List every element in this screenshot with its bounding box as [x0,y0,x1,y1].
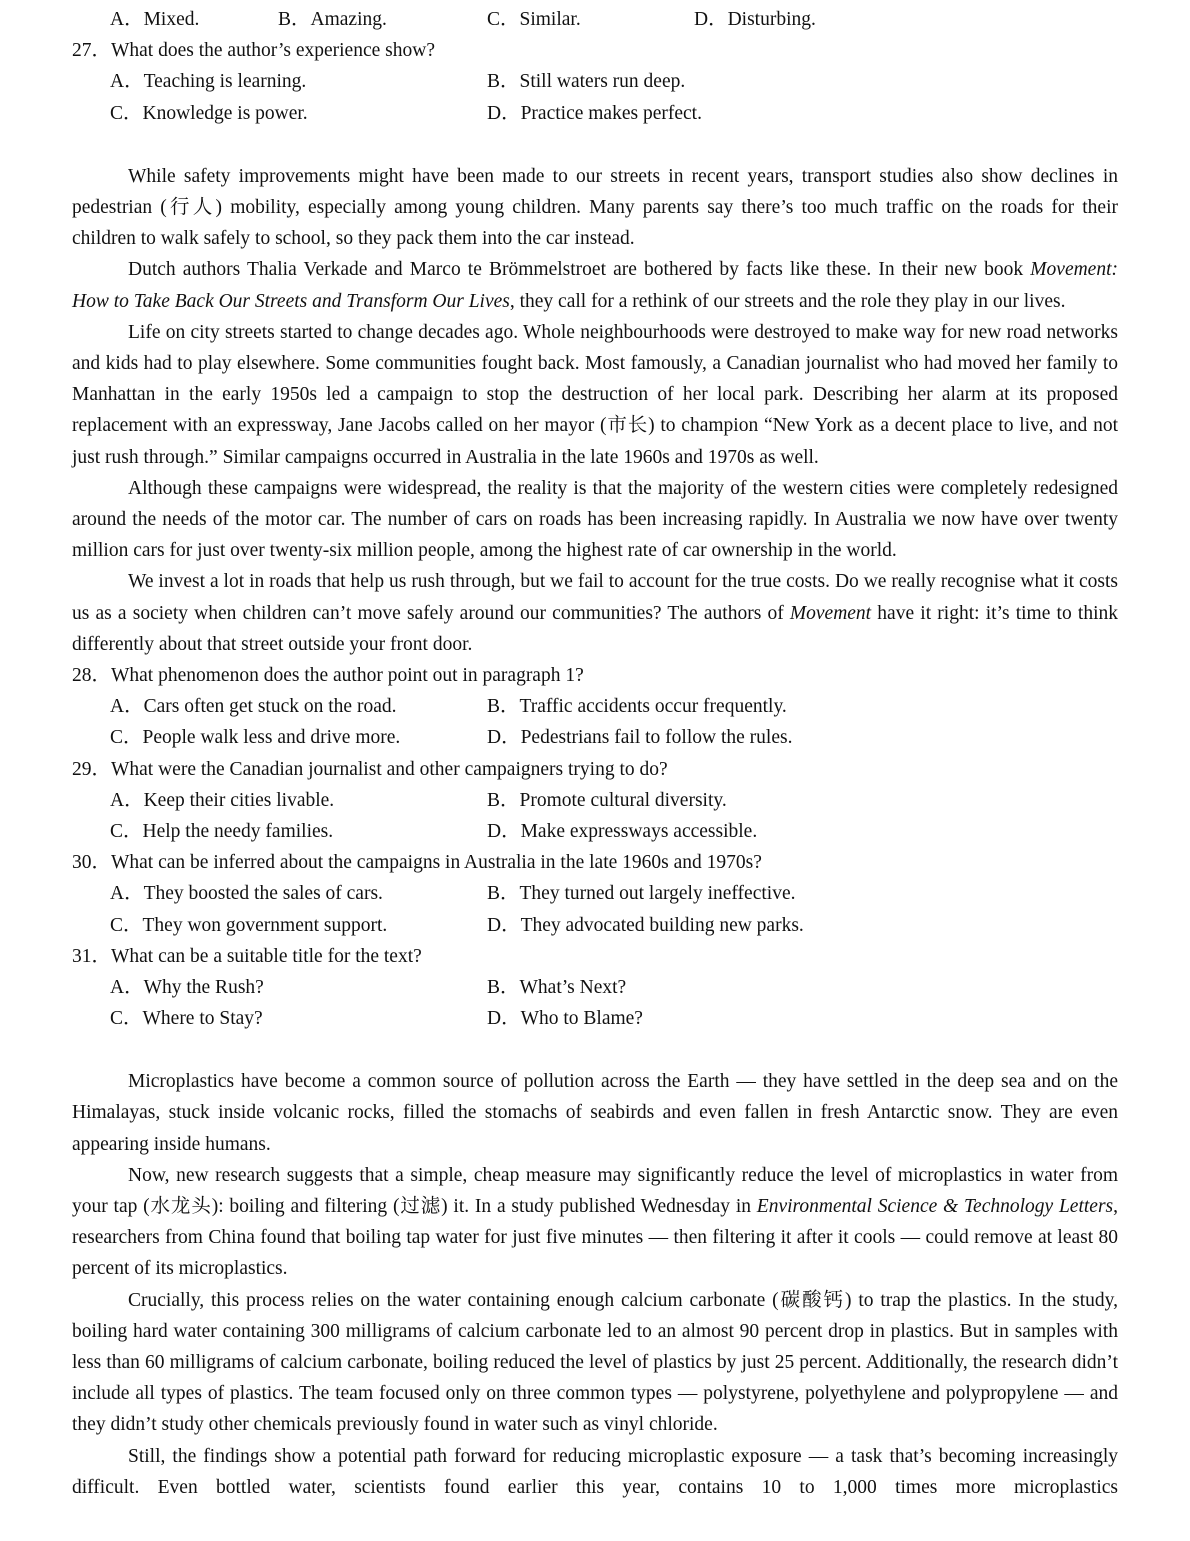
q27-option-c: C．Knowledge is power. [110,102,308,124]
q29-option-c: C．Help the needy families. [110,820,334,842]
q29-options-row1 [72,785,1118,816]
journal-title: Environmental Science & Technology Letters [756,1196,1114,1218]
q26-option-d: D．Disturbing. [694,9,816,30]
q29-option-b: B．Promote cultural diversity. [487,789,727,811]
passage-c-p5-text: We invest a lot in roads that help us rush through, but we fail to account for the true costs. Do we really recognise what it costs us as a society when children can’t move safely around our communities? The authors of [72,571,1118,624]
q26-option-c: C．Similar. [487,9,581,30]
book-title-short: Movement [789,602,872,624]
q26-option-b: B．Amazing. [278,9,387,30]
passage-c [72,161,1118,660]
q30-option-b: B．They turned out largely ineffective. [487,883,796,905]
section-gap [72,1034,1118,1066]
passage-c-paragraph-4: Although these campaigns were widespread, the reality is that the majority of the western cities were completely redesigned around the needs of the motor car. The number of cars on roads has been increasing rapidly. In Australia we now have over twenty million cars for just over twenty-six million people, among the highest rate of car ownership in the world. [72,477,1118,562]
passage-d-paragraph-2 [72,1160,1118,1285]
q31-option-d: D．Who to Blame? [487,1008,643,1030]
q28-option-d: D．Pedestrians fail to follow the rules. [487,727,793,749]
q31-option-a: A．Why the Rush? [110,976,264,998]
q27-stem: 27．What does the author’s experience show? [72,40,435,62]
q28-option-c: C．People walk less and drive more. [110,727,401,749]
passage-c-p5-text-end: have it right: it’s time to think differently about that street outside your front door. [72,602,1118,655]
passage-d-paragraph-4: Still, the findings show a potential path forward for reducing microplastic exposure — a task that’s becoming increasingly difficult. Even bottled water, scientists found earlier this year, contains 10 to 1,000 times more microplastics [72,1445,1118,1498]
q28-options-row1 [72,691,1118,722]
q27-option-a: A．Teaching is learning. [110,71,307,93]
q30-option-c: C．They won government support. [110,914,388,936]
passage-c-p2-text-end: , they call for a rethink of our streets and the role they play in our lives. [509,290,1066,312]
passage-c-p2-text: Dutch authors Thalia Verkade and Marco te Brömmelstroet are bothered by facts like these. In their new book [128,259,1031,281]
passage-c-paragraph-3: Life on city streets started to change decades ago. Whole neighbourhoods were destroyed to make way for new road networks and kids had to play elsewhere. Some communities fought back. Most famously, a Canadian journalist who had moved her family to Manhattan in the early 1950s led a campaign to stop the destruction of her local park. Describing her alarm at its proposed replacement with an expressway, Jane Jacobs called on her mayor (市长) to champion “New York as a decent place to live, and not just rush through.” Similar campaigns occurred in Australia in the late 1960s and 1970s as well. [72,321,1118,468]
book-title: Movement: How to Take Back Our Streets and Transform Our Lives [72,259,1118,312]
q30-option-d: D．They advocated building new parks. [487,914,804,936]
q31-option-b: B．What’s Next? [487,976,627,998]
q30-options-row2 [72,910,1118,941]
q30-stem: 30．What can be inferred about the campaigns in Australia in the late 1960s and 1970s? [72,852,762,874]
q29-stem: 29．What were the Canadian journalist and other campaigners trying to do? [72,758,668,780]
q28-options-row2 [72,722,1118,753]
section-gap [72,129,1118,161]
q27-options-row2 [72,98,1118,129]
q31-option-c: C．Where to Stay? [110,1008,263,1030]
passage-d-paragraph-1: Microplastics have become a common source of pollution across the Earth — they have settled in the deep sea and on the Himalayas, stuck inside volcanic rocks, filled the stomachs of seabirds and even fallen in fresh Antarctic snow. They are even appearing inside humans. [72,1071,1118,1155]
passage-d-paragraph-3: Crucially, this process relies on the water containing enough calcium carbonate (碳酸钙) to trap the plastics. In the study, boiling hard water containing 300 milligrams of calcium carbonate led to an almost 90 percent drop in plastics. But in samples with less than 60 milligrams of calcium carbonate, boiling reduced the level of plastics by just 25 percent. Additionally, the research didn’t include all types of plastics. The team focused only on three common types — polystyrene, polyethylene and polypropylene — and they didn’t study other chemicals previously found in water such as vinyl chloride. [72,1289,1118,1436]
q28-option-a: A．Cars often get stuck on the road. [110,696,397,718]
q31-options-row1 [72,972,1118,1003]
q26-option-a: A．Mixed. [110,9,200,30]
passage-c-paragraph-2 [72,254,1118,316]
passage-d-p2-text-end: , researchers from China found that boiling tap water for just five minutes — then filtering it after it cools — could remove at least 80 percent of its microplastics. [72,1196,1118,1280]
q27-options-row1 [72,66,1118,97]
passage-c-paragraph-5 [72,566,1118,660]
q27-option-b: B．Still waters run deep. [487,71,686,93]
q29-option-d: D．Make expressways accessible. [487,820,758,842]
q31-stem: 31．What can be a suitable title for the text? [72,945,422,967]
passage-d [72,1066,1118,1503]
q29-option-a: A．Keep their cities livable. [110,789,335,811]
q30-option-a: A．They boosted the sales of cars. [110,883,383,905]
q31-options-row2 [72,1003,1118,1034]
passage-d-p2-text: Now, new research suggests that a simple, cheap measure may significantly reduce the level of microplastics in water from your tap (水龙头): boiling and filtering (过滤) it. In a study published Wednesday in [72,1164,1118,1218]
q27-option-d: D．Practice makes perfect. [487,102,702,124]
q29-options-row2 [72,816,1118,847]
q28-stem: 28．What phenomenon does the author point out in paragraph 1? [72,665,584,686]
passage-c-paragraph-1: While safety improvements might have been made to our streets in recent years, transport studies also show declines in pedestrian (行人) mobility, especially among young children. Many parents say there’s too much traffic on the roads for their children to walk safely to school, so they pack them into the car instead. [72,165,1118,250]
q30-options-row1 [72,878,1118,909]
exam-page [72,4,1118,1503]
q28-option-b: B．Traffic accidents occur frequently. [487,696,787,718]
q26-options [72,4,1118,35]
